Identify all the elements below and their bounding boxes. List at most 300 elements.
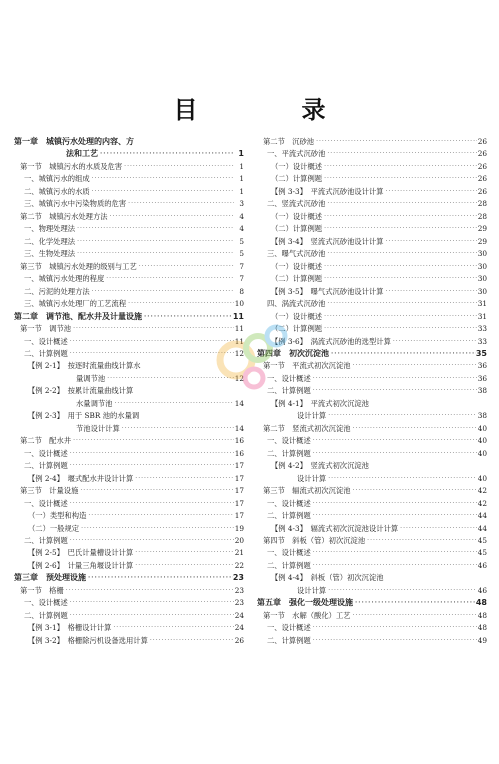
toc-entry xyxy=(14,572,244,584)
toc-entry xyxy=(257,136,487,148)
toc-page-number: 30 xyxy=(477,261,487,271)
dot-leader xyxy=(325,298,477,310)
dot-leader xyxy=(326,473,477,485)
toc-page-number: 38 xyxy=(477,411,487,421)
toc-page-number: 48 xyxy=(477,623,487,633)
toc-entry-text: 水量调节池 xyxy=(76,398,113,408)
toc-entry-text: 第三节 辐流式初次沉淀池 xyxy=(263,486,351,496)
dot-leader xyxy=(105,373,234,385)
toc-page-number: 4 xyxy=(239,211,244,221)
toc-entry-text: 二、化学处理法 xyxy=(24,236,76,246)
dot-leader xyxy=(68,460,234,472)
dot-leader xyxy=(322,173,477,185)
toc-entry xyxy=(14,286,244,298)
dot-leader xyxy=(68,348,234,360)
toc-entry-text: 二、污泥的处理方法 xyxy=(24,286,90,296)
toc-page-number: 26 xyxy=(477,161,487,171)
toc-page-number: 46 xyxy=(477,560,487,570)
toc-page-number: 20 xyxy=(234,536,244,545)
toc-page-number: 19 xyxy=(234,523,244,533)
dot-leader xyxy=(322,223,477,235)
dot-leader xyxy=(351,485,477,497)
toc-entry-text: 一、设计概述 xyxy=(267,373,311,383)
toc-page-number: 45 xyxy=(477,548,487,558)
toc-page-number: 36 xyxy=(477,373,487,383)
toc-entry-text: （二）计算例题 xyxy=(271,224,323,234)
toc-entry xyxy=(257,423,487,435)
toc-page-number: 5 xyxy=(239,249,244,259)
toc-page-number: 30 xyxy=(477,249,487,259)
dot-leader xyxy=(133,547,234,559)
dot-leader xyxy=(311,385,477,397)
toc-entry-text: 【例 3-1】 格栅设计计算 xyxy=(28,623,112,633)
toc-page-number: 1 xyxy=(239,186,244,196)
dot-leader xyxy=(86,572,233,584)
toc-entry-text: 【例 2-1】 按逐时流量曲线计算水 xyxy=(28,361,141,371)
toc-page-number: 17 xyxy=(234,461,244,471)
toc-entry xyxy=(257,198,487,210)
toc-page-number: 40 xyxy=(477,473,487,483)
toc-page-number: 26 xyxy=(234,635,244,645)
toc-entry-text: 【例 4-4】 斜板（管）初次沉淀池 xyxy=(271,573,384,583)
toc-entry xyxy=(14,460,244,472)
toc-entry xyxy=(14,311,244,323)
dot-leader xyxy=(384,236,477,248)
toc-entry xyxy=(14,385,244,397)
dot-leader xyxy=(126,198,234,210)
toc-entry xyxy=(14,148,244,160)
toc-entry xyxy=(14,398,244,410)
toc-entry xyxy=(14,186,244,198)
toc-page-number: 49 xyxy=(477,635,487,645)
toc-entry-text: 第一节 平流式初次沉淀池 xyxy=(263,361,351,371)
toc-entry-text: 一、物理处理法 xyxy=(24,224,76,234)
toc-entry xyxy=(14,223,244,235)
toc-entry-text: 法和工艺 xyxy=(66,149,98,159)
dot-leader xyxy=(326,585,477,597)
dot-leader xyxy=(322,261,477,273)
toc-entry xyxy=(257,473,487,485)
toc-page-number: 11 xyxy=(234,336,244,346)
toc-entry xyxy=(257,360,487,372)
toc-entry-text: 二、计算例题 xyxy=(267,386,311,396)
toc-page-number: 40 xyxy=(477,436,487,446)
toc-entry xyxy=(14,423,244,435)
toc-entry-text: 一、平流式沉砂池 xyxy=(267,149,326,159)
toc-page-number: 38 xyxy=(477,386,487,396)
toc-page-number: 7 xyxy=(239,261,244,271)
toc-entry-text: （二）计算例题 xyxy=(271,274,323,284)
dot-leader xyxy=(142,311,233,323)
toc-page-number: 29 xyxy=(477,236,487,246)
toc-entry xyxy=(257,186,487,198)
toc-entry-text: 第一节 水解（酸化）工艺 xyxy=(263,610,351,620)
toc-page-number: 45 xyxy=(477,536,487,545)
dot-leader xyxy=(311,373,477,385)
toc-page-number: 26 xyxy=(477,174,487,184)
toc-entry-text: （二）计算例题 xyxy=(271,324,323,334)
dot-leader xyxy=(98,148,234,160)
toc-entry xyxy=(257,610,487,622)
dot-leader xyxy=(90,286,234,298)
toc-page-number: 44 xyxy=(477,511,487,521)
dot-leader xyxy=(108,211,234,223)
dot-leader xyxy=(86,510,234,522)
dot-leader xyxy=(311,547,477,559)
toc-page-number: 40 xyxy=(477,423,487,433)
toc-entry xyxy=(14,547,244,559)
toc-entry-text: 一、设计概述 xyxy=(267,548,311,558)
toc-entry xyxy=(257,161,487,173)
toc-entry-text: 第二节 配水井 xyxy=(20,436,72,446)
toc-entry-text: 【例 4-3】 辐流式初次沉淀池设计计算 xyxy=(271,523,399,533)
toc-page-number: 14 xyxy=(234,423,244,433)
toc-entry xyxy=(14,597,244,609)
toc-entry xyxy=(257,298,487,310)
toc-page-number: 17 xyxy=(234,473,244,483)
toc-entry-text: 【例 2-3】 用于 SBR 池的水量调 xyxy=(28,411,140,421)
dot-leader xyxy=(351,610,477,622)
toc-entry-text: 【例 2-4】 堰式配水井设计计算 xyxy=(28,473,134,483)
toc-entry xyxy=(257,211,487,223)
toc-page-number: 30 xyxy=(477,286,487,296)
dot-leader xyxy=(133,473,234,485)
toc-page-number: 1 xyxy=(239,174,244,184)
toc-page-number: 5 xyxy=(239,236,244,246)
toc-entry xyxy=(257,597,487,609)
dot-leader xyxy=(322,161,477,173)
toc-page-number: 21 xyxy=(234,548,244,558)
dot-leader xyxy=(104,273,234,285)
toc-entry xyxy=(257,236,487,248)
toc-page-number: 33 xyxy=(477,336,487,346)
toc-entry xyxy=(257,547,487,559)
toc-entry xyxy=(14,485,244,497)
toc-page-number: 44 xyxy=(477,523,487,533)
toc-entry-text: 【例 4-1】 平流式初次沉淀池 xyxy=(271,398,369,408)
toc-entry-text: 第一节 格栅 xyxy=(20,585,64,595)
dot-leader xyxy=(71,323,234,335)
dot-leader xyxy=(311,498,477,510)
toc-page-number: 26 xyxy=(477,137,487,146)
toc-page-number: 33 xyxy=(477,324,487,334)
toc-entry-text: 节池设计计算 xyxy=(76,423,120,433)
toc-entry xyxy=(14,410,244,422)
toc-entry-text: （二）计算例题 xyxy=(271,174,323,184)
toc-entry-text: 第三节 计量设施 xyxy=(20,486,79,496)
toc-entry xyxy=(257,410,487,422)
toc-entry xyxy=(14,211,244,223)
toc-entry-text: 二、计算例题 xyxy=(267,560,311,570)
toc-page-number: 42 xyxy=(477,498,487,508)
dot-leader xyxy=(326,410,477,422)
toc-entry-text: 第三节 城镇污水处理的级别与工艺 xyxy=(20,261,137,271)
toc-entry-text: （二）一般规定 xyxy=(28,523,80,533)
toc-page-number: 42 xyxy=(477,486,487,496)
dot-leader xyxy=(75,248,234,260)
toc-entry-text: 四、涡流式沉砂池 xyxy=(267,299,326,309)
toc-page-number: 11 xyxy=(232,311,244,321)
toc-page-number: 7 xyxy=(239,274,244,284)
dot-leader xyxy=(391,336,477,348)
toc-entry xyxy=(257,572,487,584)
toc-entry xyxy=(257,510,487,522)
dot-leader xyxy=(325,148,477,160)
toc-entry xyxy=(257,348,487,360)
toc-entry xyxy=(257,585,487,597)
toc-entry-text: 第一节 调节池 xyxy=(20,324,72,334)
dot-leader xyxy=(311,635,477,647)
dot-leader xyxy=(79,523,234,535)
toc-entry xyxy=(14,161,244,173)
toc-entry xyxy=(14,136,244,148)
toc-page-number: 1 xyxy=(239,161,244,171)
toc-entry-text: 第一节 城镇污水的水质及危害 xyxy=(20,161,123,171)
toc-column-right xyxy=(257,136,487,647)
toc-entry xyxy=(14,535,244,547)
toc-entry xyxy=(14,435,244,447)
dot-leader xyxy=(75,223,234,235)
toc-entry xyxy=(257,385,487,397)
toc-entry-text: 【例 2-5】 巴氏计量槽设计计算 xyxy=(28,548,134,558)
toc-entry xyxy=(257,622,487,634)
dot-leader xyxy=(68,498,234,510)
toc-entry xyxy=(14,585,244,597)
toc-entry-text: 二、计算例题 xyxy=(24,610,68,620)
dot-leader xyxy=(384,186,477,198)
toc-page-number: 24 xyxy=(234,623,244,633)
toc-page-number: 29 xyxy=(477,224,487,234)
dot-leader xyxy=(365,535,477,547)
toc-entry-text: 一、设计概述 xyxy=(24,598,68,608)
toc-entry-text: 二、计算例题 xyxy=(24,348,68,358)
toc-entry xyxy=(14,560,244,572)
toc-page-number: 36 xyxy=(477,361,487,371)
toc-entry xyxy=(257,223,487,235)
toc-page-number: 24 xyxy=(234,610,244,620)
toc-entry xyxy=(257,373,487,385)
toc-entry xyxy=(14,236,244,248)
toc-page-number: 26 xyxy=(477,149,487,159)
toc-entry xyxy=(257,435,487,447)
toc-entry xyxy=(257,311,487,323)
toc-entry xyxy=(257,148,487,160)
toc-entry-text: 第二章 调节池、配水井及计量设施 xyxy=(14,311,142,321)
toc-entry xyxy=(257,286,487,298)
toc-entry-text: 量调节池 xyxy=(76,373,106,383)
toc-entry-text: 第三章 预处理设施 xyxy=(14,573,86,583)
toc-entry-text: 【例 2-2】 按累计流量曲线计算 xyxy=(28,386,134,396)
toc-entry xyxy=(257,523,487,535)
toc-entry-text: 设计计算 xyxy=(297,473,327,483)
toc-entry-text: 一、设计概述 xyxy=(24,498,68,508)
toc-page-number: 28 xyxy=(477,211,487,221)
toc-page-number: 46 xyxy=(477,585,487,595)
toc-entry xyxy=(14,336,244,348)
dot-leader xyxy=(122,161,234,173)
toc-entry-text: 第五章 强化一级处理设施 xyxy=(257,598,353,608)
toc-entry xyxy=(257,261,487,273)
dot-leader xyxy=(71,435,234,447)
toc-page-number: 16 xyxy=(234,436,244,446)
dot-leader xyxy=(322,273,477,285)
toc-page-number: 1 xyxy=(238,149,244,159)
toc-entry xyxy=(257,323,487,335)
toc-entry-text: 一、设计概述 xyxy=(267,498,311,508)
toc-entry-text: 【例 3-6】 涡流式沉砂池的选型计算 xyxy=(271,336,391,346)
toc-entry-text: 设计计算 xyxy=(297,585,327,595)
dot-leader xyxy=(314,136,477,148)
dot-leader xyxy=(351,360,477,372)
toc-page-number: 23 xyxy=(234,598,244,608)
toc-entry-text: 一、城镇污水的组成 xyxy=(24,174,90,184)
toc-entry xyxy=(14,373,244,385)
dot-leader xyxy=(68,448,234,460)
toc-page-number: 23 xyxy=(232,573,244,583)
toc-entry xyxy=(14,498,244,510)
toc-entry-text: 二、计算例题 xyxy=(24,461,68,471)
toc-page-number: 40 xyxy=(477,448,487,458)
dot-leader xyxy=(126,298,234,310)
dot-leader xyxy=(311,435,477,447)
toc-entry-text: 二、计算例题 xyxy=(267,448,311,458)
toc-entry-text: （一）设计概述 xyxy=(271,161,323,171)
dot-leader xyxy=(325,248,477,260)
toc-page-number: 3 xyxy=(239,199,244,209)
toc-entry xyxy=(14,610,244,622)
toc-entry-text: 一、设计概述 xyxy=(24,448,68,458)
dot-leader xyxy=(325,198,477,210)
toc-entry-text: 第一章 城镇污水处理的内容、方 xyxy=(14,137,134,146)
toc-entry-text: 【例 3-5】 曝气式沉砂池设计计算 xyxy=(271,286,384,296)
toc-page-number: 48 xyxy=(475,598,487,608)
toc-page-number: 26 xyxy=(477,186,487,196)
dot-leader xyxy=(148,635,234,647)
toc-entry xyxy=(14,448,244,460)
toc-page-number: 28 xyxy=(477,199,487,209)
toc-entry xyxy=(14,360,244,372)
dot-leader xyxy=(137,261,234,273)
toc-entry-text: 第四节 斜板（管）初次沉淀池 xyxy=(263,536,366,545)
toc-page-number: 4 xyxy=(239,224,244,234)
toc-page-number: 12 xyxy=(234,373,244,383)
dot-leader xyxy=(322,323,477,335)
toc-page-number: 48 xyxy=(477,610,487,620)
toc-page-number: 10 xyxy=(234,299,244,309)
toc-entry xyxy=(257,336,487,348)
dot-leader xyxy=(68,610,234,622)
toc-entry-text: 二、计算例题 xyxy=(24,536,68,545)
toc-entry xyxy=(257,273,487,285)
toc-entry xyxy=(14,635,244,647)
dot-leader xyxy=(322,211,477,223)
toc-page-number: 30 xyxy=(477,274,487,284)
toc-entry-text: 第二节 城镇污水处理方法 xyxy=(20,211,108,221)
dot-leader xyxy=(133,560,234,572)
dot-leader xyxy=(112,398,234,410)
toc-entry xyxy=(257,485,487,497)
dot-leader xyxy=(311,622,477,634)
toc-entry xyxy=(14,248,244,260)
toc-page-number: 23 xyxy=(234,585,244,595)
toc-entry xyxy=(14,323,244,335)
toc-entry-text: 第四章 初次沉淀池 xyxy=(257,348,329,358)
toc-entry xyxy=(257,498,487,510)
toc-page-number: 8 xyxy=(239,286,244,296)
toc-entry-text: 三、城镇污水处理厂的工艺流程 xyxy=(24,299,127,309)
toc-entry xyxy=(14,273,244,285)
toc-entry-text: 一、设计概述 xyxy=(24,336,68,346)
toc-entry-text: 三、城镇污水中污染物质的危害 xyxy=(24,199,127,209)
toc-entry-text: （一）设计概述 xyxy=(271,211,323,221)
dot-leader xyxy=(353,597,476,609)
toc-entry-text: （一）设计概述 xyxy=(271,261,323,271)
toc-entry xyxy=(14,622,244,634)
toc-entry xyxy=(14,510,244,522)
toc-entry-text: 二、计算例题 xyxy=(267,511,311,521)
dot-leader xyxy=(311,560,477,572)
toc-entry xyxy=(14,473,244,485)
toc-entry-text: （一）设计概述 xyxy=(271,311,323,321)
toc-entry-text: 【例 3-4】 竖流式沉砂池设计计算 xyxy=(271,236,384,246)
toc-page-number: 17 xyxy=(234,498,244,508)
toc-page-number: 31 xyxy=(477,299,487,309)
dot-leader xyxy=(78,485,234,497)
toc-entry-text: 一、城镇污水处理的程度 xyxy=(24,274,105,284)
toc-entry xyxy=(14,523,244,535)
toc-page-number: 22 xyxy=(234,560,244,570)
toc-page-number: 17 xyxy=(234,511,244,521)
toc-entry-text: 【例 3-3】 平流式沉砂池设计计算 xyxy=(271,186,384,196)
toc-entry-text: 二、计算例题 xyxy=(267,635,311,645)
toc-entry-text: 第二节 竖流式初次沉淀池 xyxy=(263,423,351,433)
toc-page-number: 11 xyxy=(234,324,244,334)
toc-entry xyxy=(257,560,487,572)
dot-leader xyxy=(311,510,477,522)
toc-entry xyxy=(14,261,244,273)
dot-leader xyxy=(384,286,477,298)
toc-entry-text: 三、曝气式沉砂池 xyxy=(267,249,326,259)
toc-entry-text: 一、设计概述 xyxy=(267,436,311,446)
dot-leader xyxy=(311,448,477,460)
toc-entry-text: 设计计算 xyxy=(297,411,327,421)
dot-leader xyxy=(329,348,476,360)
toc-entry-text: 第二节 沉砂池 xyxy=(263,137,315,146)
dot-leader xyxy=(68,535,234,547)
toc-entry xyxy=(257,460,487,472)
toc-column-left xyxy=(14,136,244,647)
dot-leader xyxy=(68,597,234,609)
page-title: 目 录 xyxy=(173,96,366,124)
toc-page-number: 16 xyxy=(234,448,244,458)
toc-entry xyxy=(14,198,244,210)
toc-page-number: 35 xyxy=(475,348,487,358)
toc-page-number: 14 xyxy=(234,398,244,408)
dot-leader xyxy=(322,311,477,323)
toc-entry xyxy=(257,448,487,460)
toc-entry-text: 【例 2-6】 计量三角堰设计计算 xyxy=(28,560,134,570)
toc-entry-text: 三、生物处理法 xyxy=(24,249,76,259)
dot-leader xyxy=(64,585,234,597)
toc-page-number: 12 xyxy=(234,348,244,358)
toc-entry xyxy=(14,173,244,185)
toc-entry-text: 二、城镇污水的水质 xyxy=(24,186,90,196)
toc-entry-text: 【例 3-2】 格栅除污机设备选用计算 xyxy=(28,635,148,645)
dot-leader xyxy=(90,173,234,185)
dot-leader xyxy=(75,236,234,248)
toc-entry xyxy=(257,248,487,260)
toc-entry-text: （一）类型和构造 xyxy=(28,511,87,521)
